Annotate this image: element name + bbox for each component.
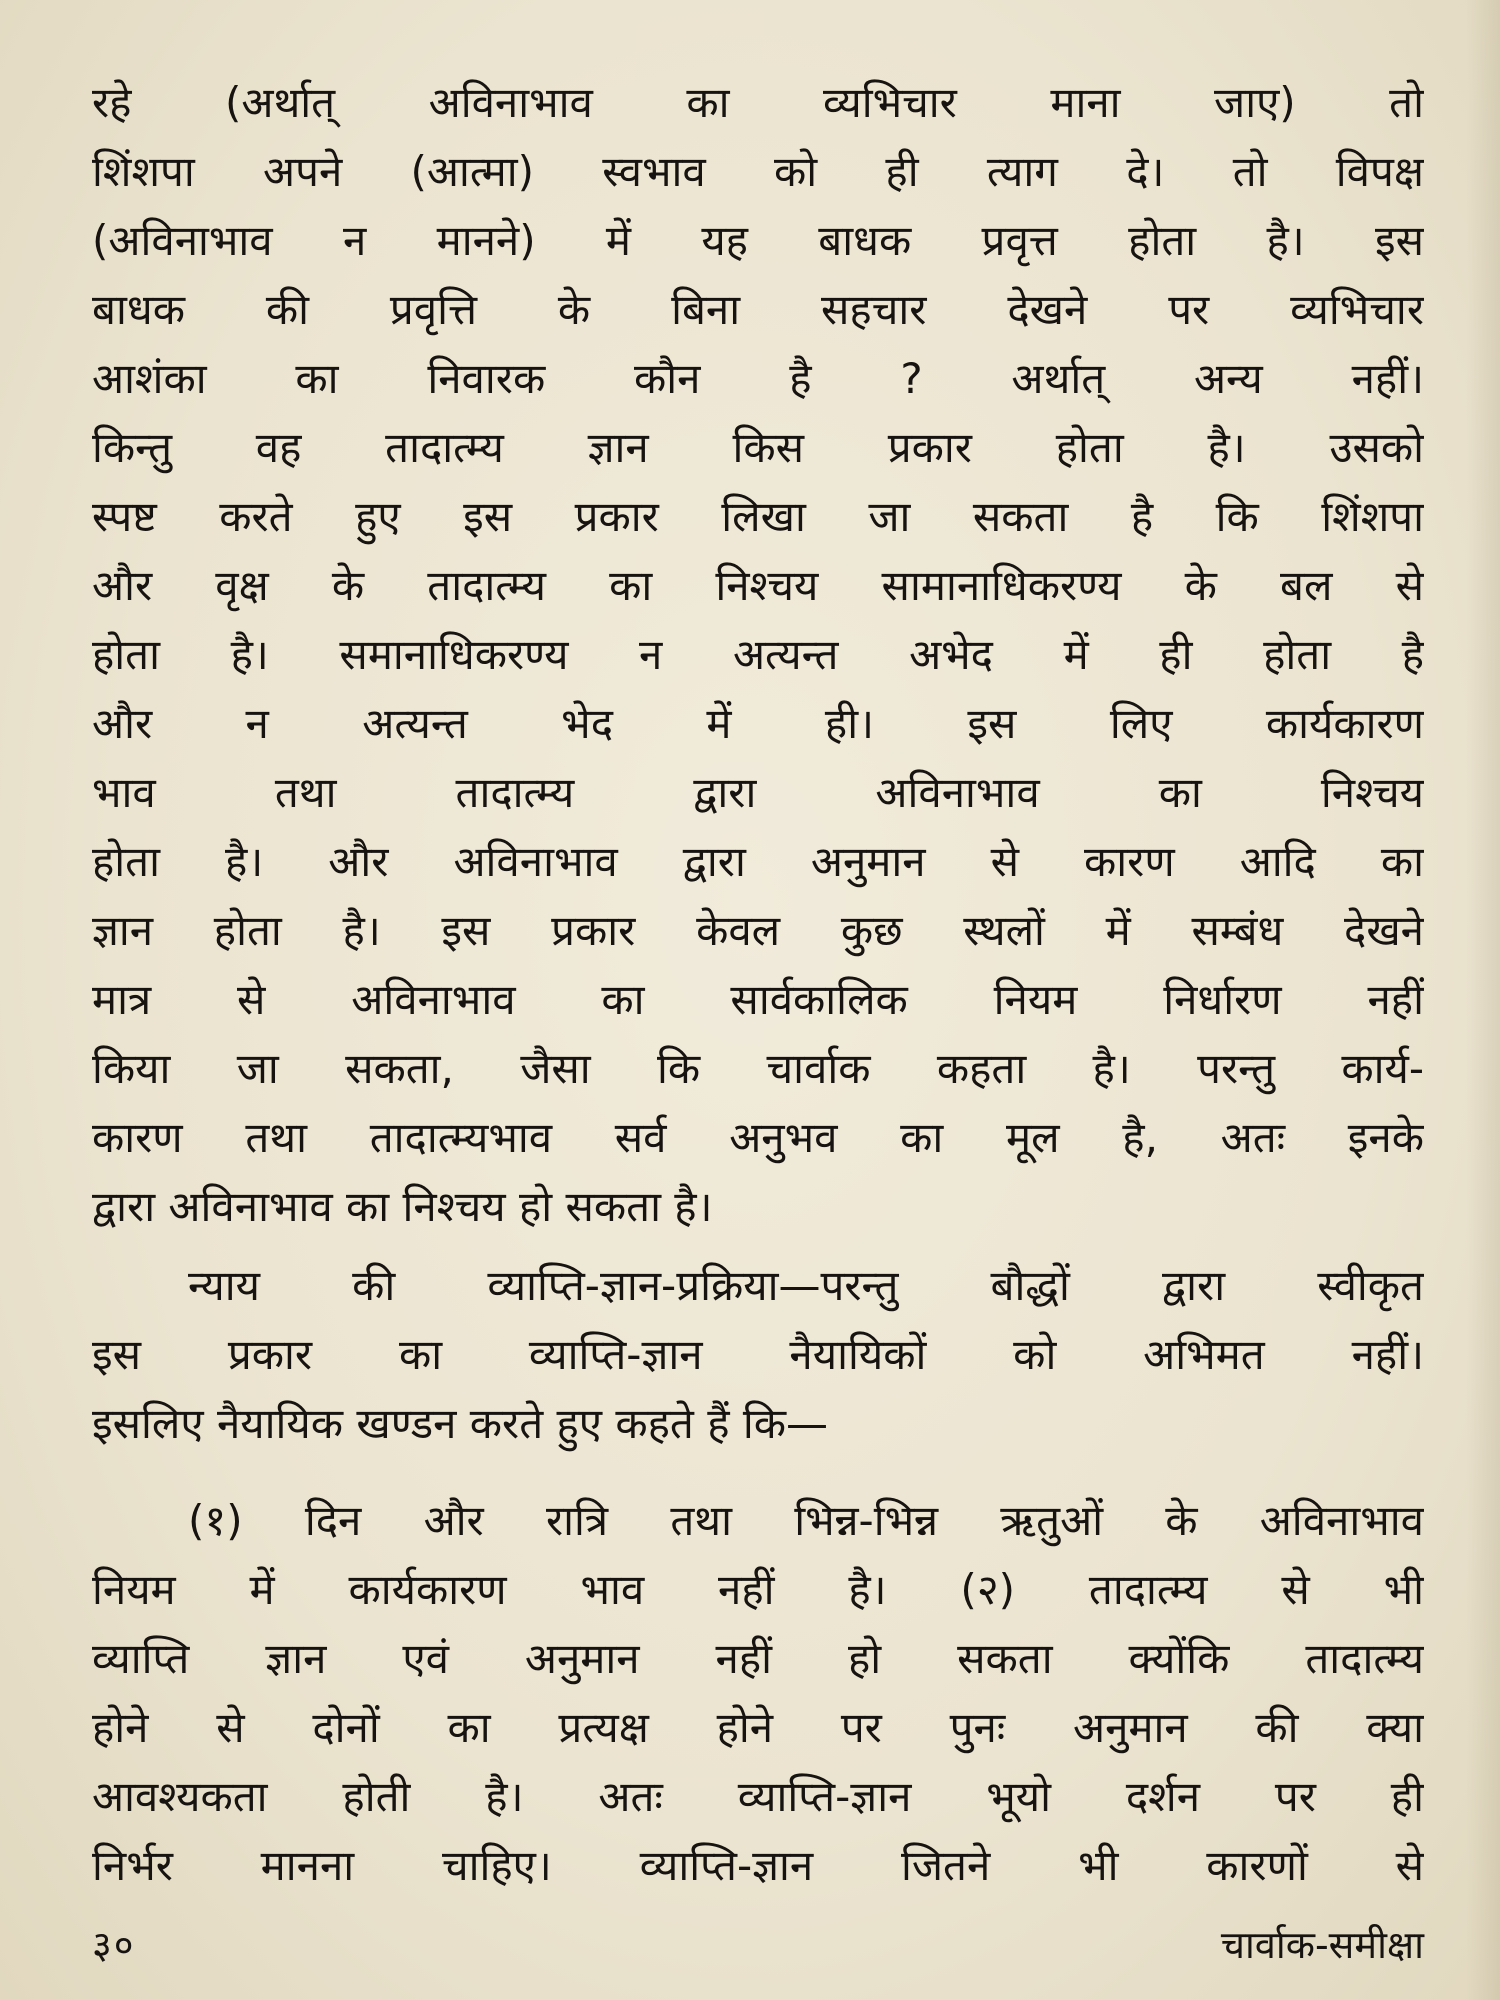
text-line: भाव तथा तादात्म्य द्वारा अविनाभाव का निश्चय (92, 768, 1424, 817)
text-line: (१) दिन और रात्रि तथा भिन्न-भिन्न ऋतुओं के अविनाभाव (188, 1496, 1424, 1545)
text-line: आशंका का निवारक कौन है ? अर्थात् अन्य नहीं। (92, 354, 1424, 403)
paragraph-2 (92, 1251, 1424, 1458)
text-line: होने से दोनों का प्रत्यक्ष होने पर पुनः अनुमान की क्या (92, 1703, 1424, 1752)
text-line: नियम में कार्यकारण भाव नहीं है। (२) तादात्म्य से भी (92, 1565, 1424, 1614)
text-line: कारण तथा तादात्म्यभाव सर्व अनुभव का मूल है, अतः इनके (92, 1113, 1424, 1162)
body-text (92, 58, 1424, 1900)
text-line: ज्ञान होता है। इस प्रकार केवल कुछ स्थलों में सम्बंध देखने (92, 906, 1424, 955)
paragraph-3 (92, 1486, 1424, 1900)
text-line: द्वारा अविनाभाव का निश्चय हो सकता है। (92, 1182, 713, 1231)
text-line: रहे (अर्थात् अविनाभाव का व्यभिचार माना जाए) तो (92, 78, 1424, 127)
text-line: किया जा सकता, जैसा कि चार्वाक कहता है। परन्तु कार्य- (92, 1044, 1424, 1093)
text-line: न्याय की व्याप्ति-ज्ञान-प्रक्रिया—परन्तु बौद्धों द्वारा स्वीकृत (188, 1261, 1424, 1310)
text-line: निर्भर मानना चाहिए। व्याप्ति-ज्ञान जितने भी कारणों से (92, 1841, 1424, 1890)
text-line: स्पष्ट करते हुए इस प्रकार लिखा जा सकता है कि शिंशपा (92, 492, 1424, 541)
text-line: और न अत्यन्त भेद में ही। इस लिए कार्यकारण (92, 699, 1424, 748)
running-title: चार्वाक-समीक्षा (1220, 1923, 1424, 1967)
page-footer (92, 1918, 1424, 1968)
text-line: शिंशपा अपने (आत्मा) स्वभाव को ही त्याग दे। तो विपक्ष (92, 147, 1424, 196)
page-number: ३० (92, 1923, 136, 1967)
page-edge-shadow (1466, 0, 1500, 2000)
text-line: बाधक की प्रवृत्ति के बिना सहचार देखने पर व्यभिचार (92, 285, 1424, 334)
text-line: होता है। समानाधिकरण्य न अत्यन्त अभेद में ही होता है (92, 630, 1424, 679)
text-line: (अविनाभाव न मानने) में यह बाधक प्रवृत्त होता है। इस (92, 216, 1424, 265)
text-line: इस प्रकार का व्याप्ति-ज्ञान नैयायिकों को अभिमत नहीं। (92, 1330, 1424, 1379)
text-line: मात्र से अविनाभाव का सार्वकालिक नियम निर्धारण नहीं (92, 975, 1424, 1024)
text-line: और वृक्ष के तादात्म्य का निश्चय सामानाधिकरण्य के बल से (92, 561, 1424, 610)
text-line: इसलिए नैयायिक खण्डन करते हुए कहते हैं कि— (92, 1399, 829, 1448)
text-line: होता है। और अविनाभाव द्वारा अनुमान से कारण आदि का (92, 837, 1424, 886)
text-line: व्याप्ति ज्ञान एवं अनुमान नहीं हो सकता क्योंकि तादात्म्य (92, 1634, 1424, 1683)
text-line: किन्तु वह तादात्म्य ज्ञान किस प्रकार होता है। उसको (92, 423, 1424, 472)
paragraph-1 (92, 68, 1424, 1241)
text-line: आवश्यकता होती है। अतः व्याप्ति-ज्ञान भूयो दर्शन पर ही (92, 1772, 1424, 1821)
